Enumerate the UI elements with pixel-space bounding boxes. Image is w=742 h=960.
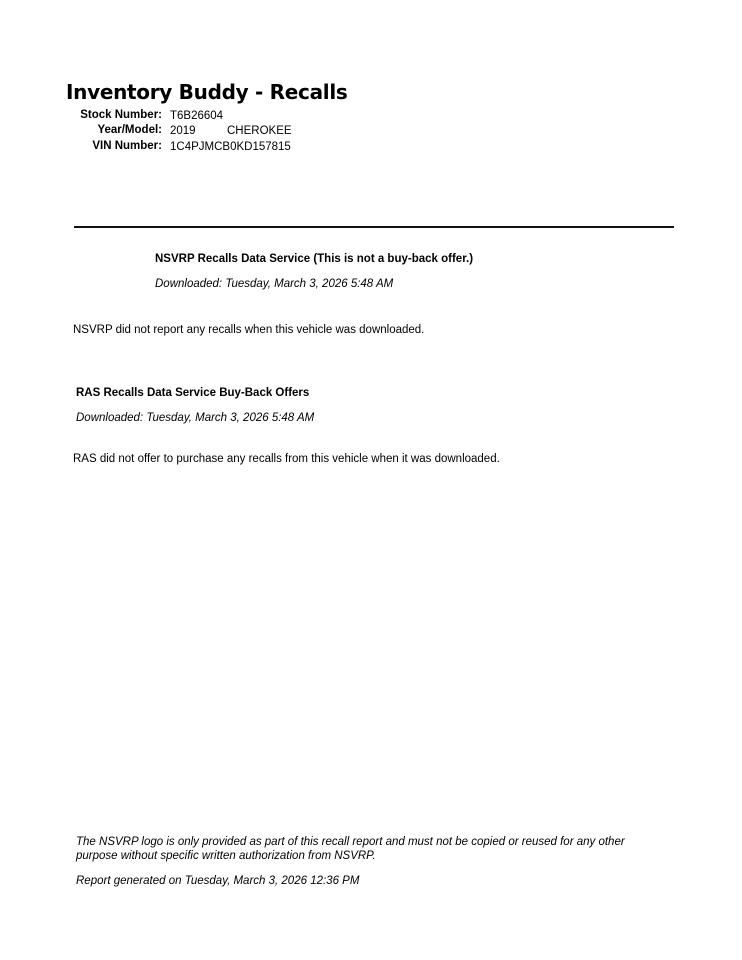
year-value: 2019 — [170, 125, 196, 137]
nsvrp-message: NSVRP did not report any recalls when this vehicle was downloaded. — [73, 324, 425, 336]
ras-downloaded: Downloaded: Tuesday, March 3, 2026 5:48 AM — [76, 412, 315, 424]
ras-heading: RAS Recalls Data Service Buy-Back Offers — [76, 387, 310, 399]
stock-number-label: Stock Number: — [80, 109, 162, 121]
ras-message: RAS did not offer to purchase any recalls from this vehicle when it was downloaded. — [73, 453, 500, 465]
divider — [74, 226, 674, 228]
vin-number-label: VIN Number: — [92, 140, 162, 152]
vin-number-value: 1C4PJMCB0KD157815 — [170, 141, 291, 153]
year-model-label: Year/Model: — [97, 124, 162, 136]
disclaimer-line-1: The NSVRP logo is only provided as part of this recall report and must not be copied or reused for any other — [76, 836, 625, 848]
stock-number-value: T6B26604 — [170, 110, 224, 122]
report-generated: Report generated on Tuesday, March 3, 2026 12:36 PM — [76, 875, 360, 887]
disclaimer-line-2: purpose without specific written authorization from NSVRP. — [76, 850, 376, 862]
page-title: Inventory Buddy - Recalls — [66, 80, 348, 104]
model-value: CHEROKEE — [227, 125, 292, 137]
nsvrp-downloaded: Downloaded: Tuesday, March 3, 2026 5:48 AM — [155, 278, 394, 290]
nsvrp-heading: NSVRP Recalls Data Service (This is not a buy-back offer.) — [155, 253, 474, 265]
